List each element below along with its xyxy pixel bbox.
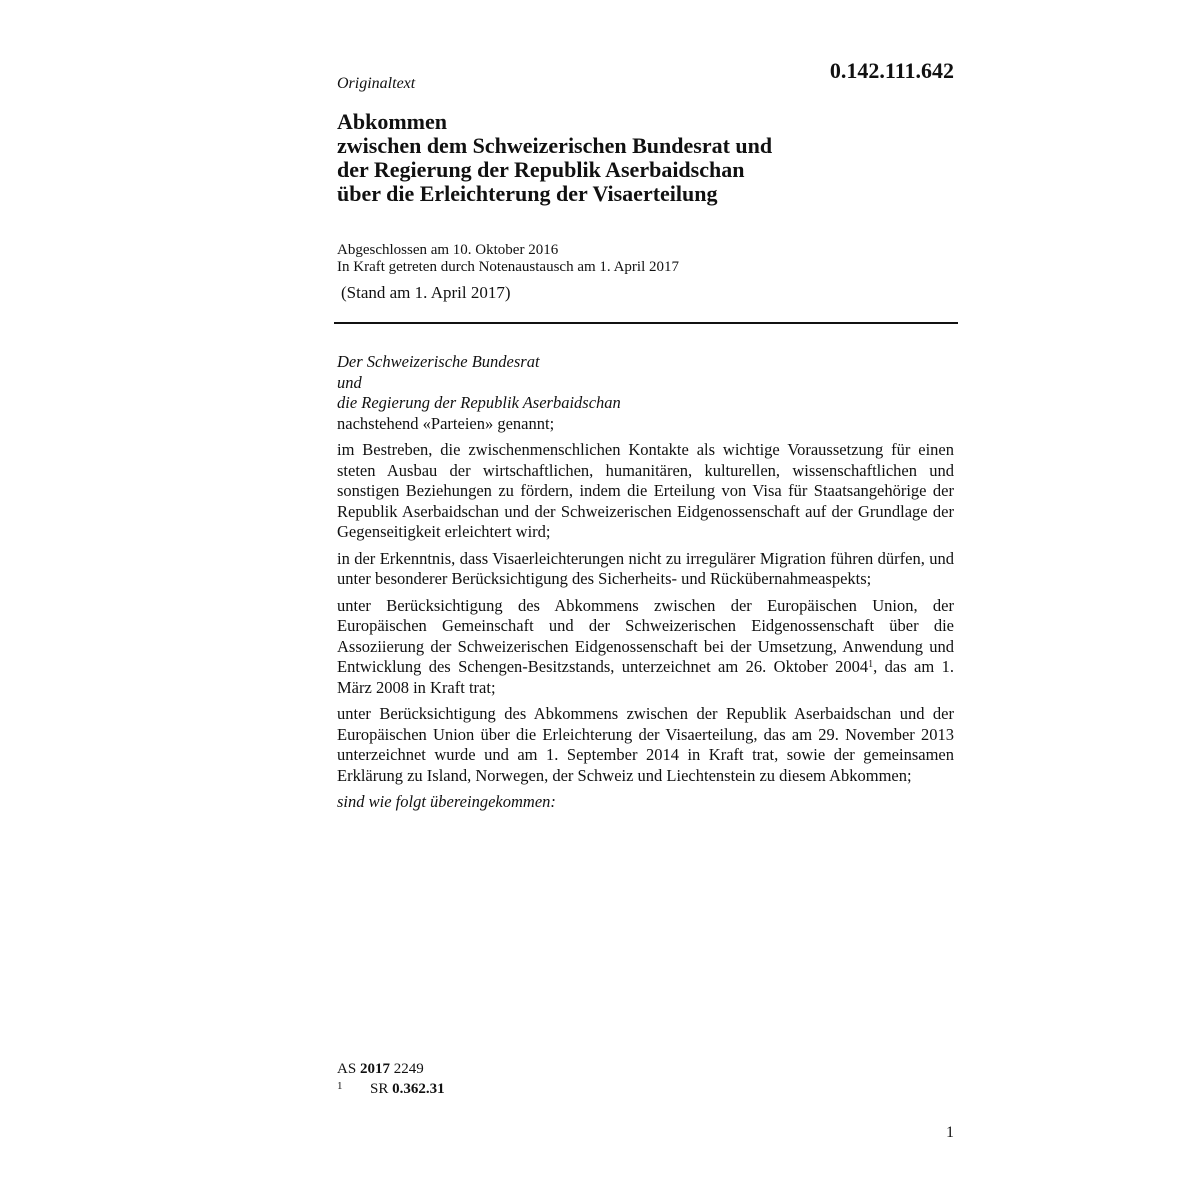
paragraph-text: , das am 1. März 2008 in Kraft trat; (337, 657, 954, 697)
preamble-paragraph: unter Berücksichtigung des Abkommens zwischen der Republik Aserbaidschan und der Europäischen Union über die Erleichterung der Visaerteilung, das am 29. November 2013 unterzeichnet wurde und am 1. September 2014 in Kraft trat, sowie der gemeinsamen Erklärung zu Island, Norwegen, der Schweiz und Liechtenstein zu diesem Abkommen; (337, 704, 954, 785)
preamble-paragraph: im Bestreben, die zwischenmenschlichen Kontakte als wichtige Voraussetzung für einen steten Ausbau der wirtschaftlichen, humanitären, kulturellen, wissenschaftlichen und sonstigen Beziehungen zu fördern, indem die Erteilung von Visa für Staatsangehörige der Republik Aserbaidschan und der Schweizerischen Eidgenossenschaft auf der Grundlage der Gegenseitigkeit erleichtert wird; (337, 440, 954, 541)
as-page: 2249 (389, 1061, 424, 1077)
title-line: Abkommen (337, 109, 448, 134)
title-line: zwischen dem Schweizerischen Bundesrat und (337, 133, 773, 158)
sr-number: 0.142.111.642 (829, 58, 954, 83)
preamble (337, 352, 954, 813)
document-title (337, 110, 957, 206)
page-number: 1 (946, 1124, 954, 1141)
parties-designation: nachstehend «Parteien» genannt; (337, 413, 555, 433)
status-date: (Stand am 1. April 2017) (341, 283, 511, 302)
conjunction: und (337, 372, 362, 392)
party-two: die Regierung der Republik Aserbaidschan (337, 393, 621, 412)
footnote-reference[interactable]: 1 (868, 659, 874, 670)
closing-formula: sind wie folgt übereingekommen: (337, 792, 556, 811)
title-line: der Regierung der Republik Aserbaidschan (337, 157, 745, 182)
party-one: Der Schweizerische Bundesrat (337, 352, 540, 371)
document-metadata (337, 242, 957, 276)
footnote-prefix: SR (370, 1081, 393, 1097)
footnote-text (370, 1079, 445, 1099)
preamble-paragraph (337, 596, 954, 699)
paragraph-text: unter Berücksichtigung des Abkommens zwischen der Europäischen Union, der Europäischen Gemeinschaft und der Schweizerischen Eidgenossenschaft über die Assoziierung der Schweizerischen Eidgenossenschaft bei der Umsetzung, Anwendung und Entwicklung des Schengen-Besitzstands, unterzeichnet am 26. Oktober 2004 (337, 595, 954, 676)
in-force-date: In Kraft getreten durch Notenaustausch am 1. April 2017 (337, 259, 679, 275)
concluded-date: Abgeschlossen am 10. Oktober 2016 (337, 242, 559, 258)
preamble-paragraph: in der Erkenntnis, dass Visaerleichterungen nicht zu irregulärer Migration führen dürfen, und unter besonderer Berücksichtigung des Sicherheits- und Rückübernahmeaspekts; (337, 548, 954, 588)
as-prefix: AS (337, 1061, 360, 1077)
footnote-mark: 1 (337, 1080, 343, 1092)
original-text-label: Originaltext (337, 75, 416, 92)
page-footer (337, 1059, 445, 1099)
footnote-sr-ref: 0.362.31 (392, 1081, 445, 1097)
as-year: 2017 (359, 1061, 390, 1077)
title-line: über die Erleichterung der Visaerteilung (337, 181, 718, 206)
header-divider (334, 322, 958, 324)
footnote (337, 1079, 445, 1099)
